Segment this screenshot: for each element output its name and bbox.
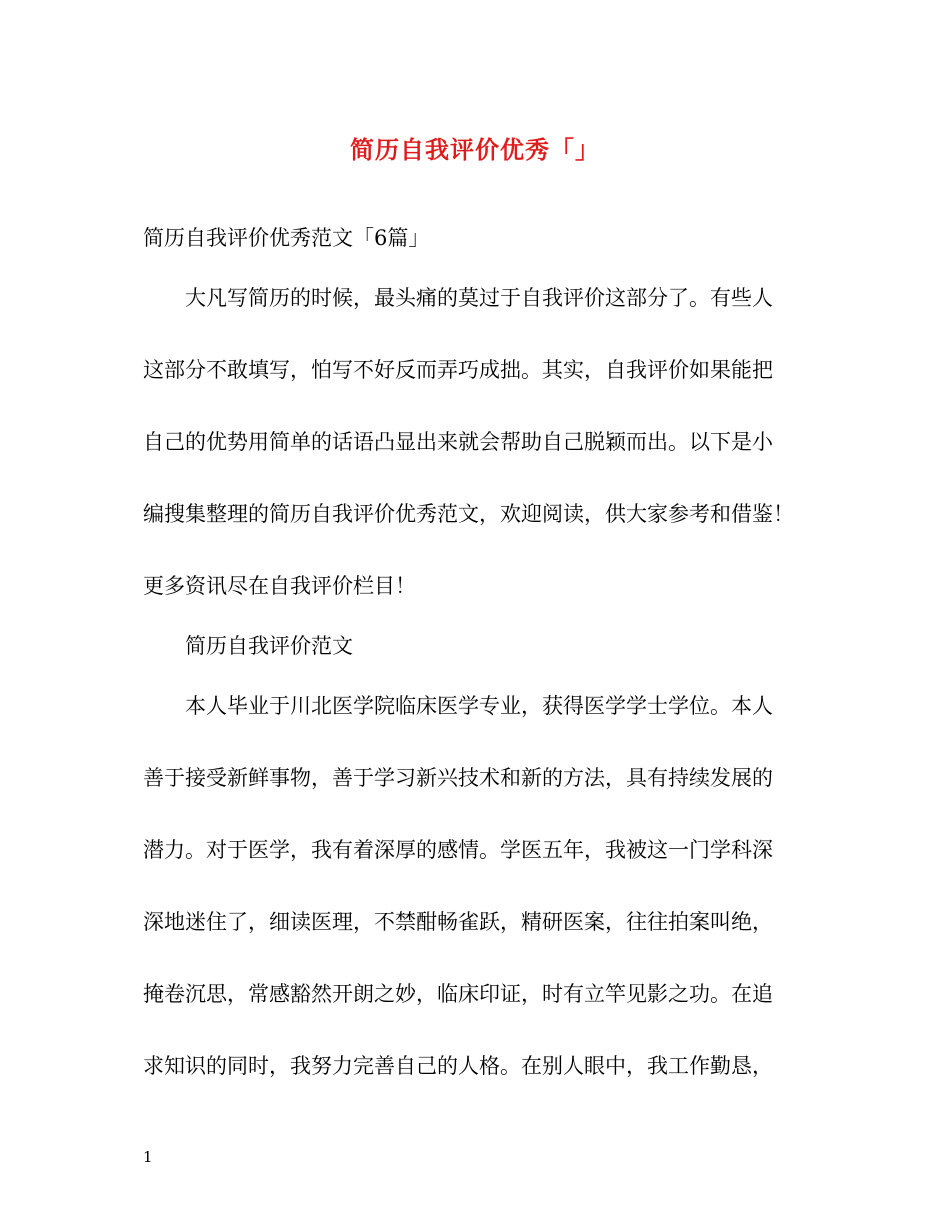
body-line: 本人毕业于川北医学院临床医学专业，获得医学学士学位。本人	[185, 694, 773, 718]
body-line: 求知识的同时，我努力完善自己的人格。在别人眼中，我工作勤恳，	[143, 1054, 773, 1078]
body-line: 掩卷沉思，常感豁然开朗之妙，临床印证，时有立竿见影之功。在追	[143, 982, 773, 1006]
intro-line: 这部分不敢填写，怕写不好反而弄巧成拙。其实，自我评价如果能把	[143, 358, 773, 382]
body-line: 深地迷住了，细读医理，不禁酣畅雀跃，精研医案，往往拍案叫绝，	[143, 910, 773, 934]
intro-line: 大凡写简历的时候，最头痛的莫过于自我评价这部分了。有些人	[185, 286, 773, 310]
intro-line: 自己的优势用简单的话语凸显出来就会帮助自己脱颖而出。以下是小	[143, 430, 773, 454]
page-number: 1	[143, 1148, 153, 1166]
intro-line: 编搜集整理的简历自我评价优秀范文，欢迎阅读，供大家参考和借鉴！	[143, 502, 794, 526]
intro-line: 更多资讯尽在自我评价栏目！	[143, 574, 416, 598]
section-heading: 简历自我评价范文	[185, 634, 353, 658]
body-line: 潜力。对于医学，我有着深厚的感情。学医五年，我被这一门学科深	[143, 838, 773, 862]
document-title: 简历自我评价优秀「」	[350, 135, 600, 164]
body-line: 善于接受新鲜事物，善于学习新兴技术和新的方法，具有持续发展的	[143, 766, 773, 790]
document-subtitle: 简历自我评价优秀范文「6篇」	[143, 226, 430, 250]
